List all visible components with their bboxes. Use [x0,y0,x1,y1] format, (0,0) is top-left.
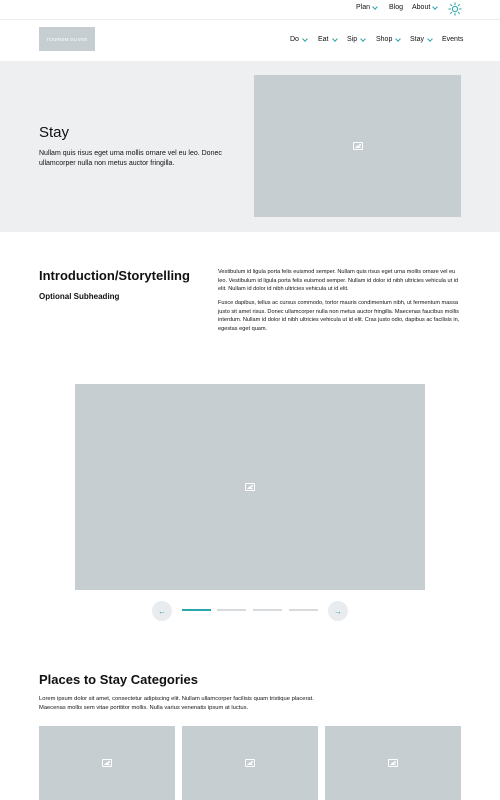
carousel-indicator-4[interactable] [289,609,318,611]
category-card-image[interactable] [39,726,175,800]
nav-item-events[interactable] [442,36,463,43]
utility-item-label: Blog [389,4,404,11]
nav-item-eat[interactable] [318,36,337,43]
chevron-down-icon [396,36,402,42]
hero-section [0,61,500,232]
nav-item-label: Do [290,36,299,43]
nav-item-shop[interactable] [376,36,400,43]
chevron-down-icon [427,36,433,42]
utility-item-blog[interactable] [389,4,403,11]
utility-bar [0,0,500,19]
main-navbar [0,19,500,61]
image-placeholder-icon [245,483,255,491]
hero-title: Stay [39,124,70,141]
places-text: Lorem ipsum dolor sit amet, consectetur adipiscing elit. Nullam ullamcorper facilisis quam tristique placerat. Maecenas mollis sem vitae porttitor mollis. Nulla varius venenatis ipsum at luctus. [39,696,314,711]
carousel-indicator-1[interactable] [182,609,211,611]
chevron-down-icon [360,36,366,42]
carousel-next-button[interactable] [328,601,348,621]
utility-item-label: About [412,4,431,11]
nav-item-label: Events [442,36,464,43]
intro-paragraph: Fusce dapibus, tellus ac cursus commodo, tortor mauris condimentum nibh, ut fermentum massa justo sit amet risus. Donec ullamcorper nulla non metus auctor fringilla. Maecenas faucibus mollis interdum. Nullam id dolor id nibh ultricies vehicula ut id elit. Cras justo odio, dapibus ac facilisis in, egestas eget quam. [218,300,460,332]
intro-paragraph: Vestibulum id ligula porta felis euismod semper. Nullam quis risus eget urna mollis ornare vel eu leo. Vestibulum id ligula porta felis euismod semper. Nullam id dolor id nibh ultricies vehicula ut id elit. Nullam id dolor id nibh ultricies vehicula ut id elit. [218,269,459,293]
hero-text: Nullam quis risus eget urna mollis ornare vel eu leo. Donec ullamcorper nulla non metus auctor fringilla. [39,150,222,167]
category-card-image[interactable] [182,726,318,800]
arrow-left-icon: ← [158,606,166,616]
intro-title: Introduction/Storytelling [39,268,190,283]
utility-item-plan[interactable] [356,4,377,11]
nav-item-label: Sip [347,36,358,43]
nav-item-label: Stay [410,36,425,43]
carousel-indicator-3[interactable] [253,609,282,611]
chevron-down-icon [372,4,378,10]
image-placeholder-icon [353,142,363,150]
carousel-indicator-2[interactable] [217,609,246,611]
places-title: Places to Stay Categories [39,672,198,687]
arrow-right-icon: → [334,606,342,616]
utility-item-about[interactable] [412,4,437,11]
intro-subheading: Optional Subheading [39,292,120,301]
category-card-image[interactable] [325,726,461,800]
nav-item-sip[interactable] [347,36,365,43]
image-placeholder-icon [245,759,255,767]
chevron-down-icon [432,4,438,10]
image-placeholder-icon [102,759,112,767]
nav-item-label: Shop [376,36,393,43]
nav-item-label: Eat [318,36,329,43]
chevron-down-icon [302,36,308,42]
image-placeholder-icon [388,759,398,767]
sun-icon[interactable] [448,2,462,16]
utility-item-label: Plan [356,4,371,11]
chevron-down-icon [332,36,338,42]
hero-image [254,75,461,217]
nav-item-do[interactable] [290,36,307,43]
site-logo[interactable]: TOURISM OLIVER [39,27,95,51]
carousel-prev-button[interactable] [152,601,172,621]
nav-item-stay[interactable] [410,36,432,43]
carousel-slide-image [75,384,425,590]
